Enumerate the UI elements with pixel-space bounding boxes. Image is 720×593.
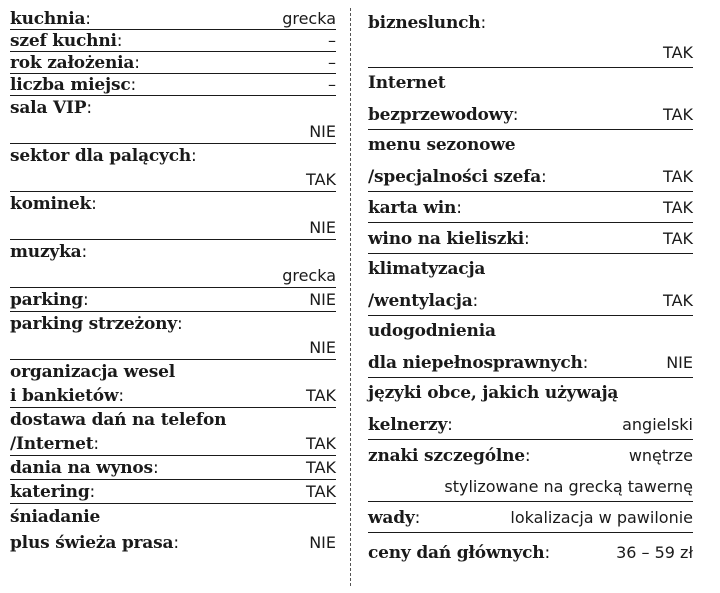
field-label <box>10 74 136 96</box>
field-value: TAK <box>306 434 336 453</box>
field-colon: : <box>544 543 550 563</box>
field-label-text: kuchnia <box>10 9 86 29</box>
field-label <box>368 286 478 317</box>
field-label <box>368 193 462 224</box>
field-colon: : <box>134 53 140 73</box>
field-value: stylizowane na grecką tawernę <box>444 477 693 496</box>
field-value-line <box>10 120 336 144</box>
field-label <box>368 162 547 193</box>
field-line <box>368 378 693 409</box>
field-value: NIE <box>309 533 336 552</box>
field-label <box>10 504 100 530</box>
field-value: grecka <box>282 266 336 285</box>
field-value-line <box>368 471 693 502</box>
field-label-text: szef kuchni <box>10 31 117 51</box>
field-colon: : <box>93 434 99 454</box>
field-label-text: znaki szczególne <box>368 446 525 466</box>
field-value: TAK <box>663 167 693 186</box>
field-line <box>10 480 336 504</box>
info-row-wady <box>368 502 693 533</box>
left-column <box>10 8 336 556</box>
field-colon: : <box>414 508 421 528</box>
field-line <box>10 74 336 96</box>
field-colon: : <box>512 105 519 125</box>
field-label-text: /wentylacja <box>368 291 473 311</box>
field-value: angielski <box>622 415 693 434</box>
field-colon: : <box>152 458 159 478</box>
field-label-text: menu sezonowe <box>368 135 516 155</box>
field-label <box>10 384 124 408</box>
field-value: – <box>328 31 336 50</box>
field-line <box>368 533 693 573</box>
field-label <box>10 8 91 30</box>
field-line <box>10 96 336 120</box>
info-row-parking <box>10 288 336 312</box>
field-line <box>368 440 693 471</box>
field-line <box>368 347 693 378</box>
field-line <box>10 312 336 336</box>
field-line <box>368 99 693 130</box>
field-value: wnętrze <box>628 446 693 465</box>
field-label-text: plus świeża prasa <box>10 533 174 553</box>
info-row-sniadanie <box>10 504 336 556</box>
field-line <box>10 240 336 264</box>
field-value: 36 – 59 zł <box>616 543 693 562</box>
field-label <box>368 410 453 441</box>
info-row-sektor-dla-palacych <box>10 144 336 192</box>
field-value: TAK <box>663 229 693 248</box>
info-row-wino-na-kieliszki <box>368 223 693 254</box>
field-colon: : <box>118 386 124 406</box>
field-label <box>10 312 182 336</box>
field-label <box>10 480 95 504</box>
info-row-klimatyzacja <box>368 254 693 316</box>
info-row-muzyka <box>10 240 336 288</box>
field-label-text: sektor dla palących <box>10 146 192 166</box>
field-label <box>368 348 588 379</box>
info-row-szef-kuchni <box>10 30 336 52</box>
info-row-liczba-miejsc <box>10 74 336 96</box>
field-colon: : <box>82 290 89 310</box>
field-label-text: parking strzeżony <box>10 314 177 334</box>
field-line <box>10 384 336 408</box>
field-label-text: karta win <box>368 198 457 218</box>
field-label <box>368 378 618 409</box>
field-label <box>10 192 97 216</box>
field-line <box>368 409 693 440</box>
field-colon: : <box>480 13 486 33</box>
field-value-line <box>10 168 336 192</box>
field-label-text: kelnerzy <box>368 415 448 435</box>
info-row-kuchnia <box>10 8 336 30</box>
field-value: grecka <box>282 9 336 28</box>
field-label-text: dla niepełnosprawnych <box>368 353 583 373</box>
field-line <box>368 316 693 347</box>
field-value: TAK <box>306 386 336 405</box>
field-label <box>10 408 226 432</box>
field-label-text: /specjalności szefa <box>368 167 542 187</box>
field-value: NIE <box>309 338 336 357</box>
field-label-text: kominek <box>10 194 92 214</box>
field-label-text: wady <box>368 508 415 528</box>
field-line <box>10 456 336 480</box>
field-label-text: bizneslunch <box>368 13 481 33</box>
field-colon: : <box>447 415 453 435</box>
field-label <box>10 432 99 456</box>
field-colon: : <box>524 446 531 466</box>
field-label <box>368 316 496 347</box>
info-row-menu-sezonowe <box>368 130 693 192</box>
field-line <box>10 52 336 74</box>
field-label <box>368 224 530 255</box>
field-line <box>10 432 336 456</box>
field-colon: : <box>582 353 589 373</box>
field-label-text: rok założenia <box>10 53 135 73</box>
field-label <box>368 68 445 99</box>
field-line <box>368 285 693 316</box>
field-value: TAK <box>306 170 336 189</box>
field-line <box>10 30 336 52</box>
field-label-text: śniadanie <box>10 507 101 527</box>
field-value: TAK <box>663 105 693 124</box>
field-line <box>10 288 336 312</box>
field-value: NIE <box>666 353 693 372</box>
field-label <box>368 100 518 131</box>
field-label <box>10 456 158 480</box>
field-value-line <box>10 216 336 240</box>
field-label <box>10 144 197 168</box>
field-value: – <box>328 75 336 94</box>
field-colon: : <box>86 98 92 118</box>
field-value-line <box>10 336 336 360</box>
field-line <box>368 223 693 254</box>
field-label-text: bezprzewodowy <box>368 105 513 125</box>
field-label <box>10 530 179 556</box>
right-column <box>368 8 693 573</box>
field-colon: : <box>191 146 197 166</box>
field-label-text: liczba miejsc <box>10 75 131 95</box>
field-value-line <box>10 264 336 288</box>
field-value: lokalizacja w pawilonie <box>510 508 693 527</box>
field-line <box>10 8 336 30</box>
field-value: TAK <box>663 291 693 310</box>
field-label-text: ceny dań głównych <box>368 543 545 563</box>
field-colon: : <box>116 31 123 51</box>
field-label-text: klimatyzacja <box>368 259 486 279</box>
info-row-organizacja-wesel <box>10 360 336 408</box>
field-line <box>368 502 693 533</box>
field-line <box>10 360 336 384</box>
info-row-dostawa-dan-na-telefon <box>10 408 336 456</box>
field-value: TAK <box>663 198 693 217</box>
field-colon: : <box>456 198 462 218</box>
field-value: TAK <box>306 458 336 477</box>
field-label <box>10 360 175 384</box>
field-label-text: organizacja wesel <box>10 362 176 382</box>
info-row-ceny-dan-glownych <box>368 533 693 573</box>
field-label <box>368 441 530 472</box>
info-row-kominek <box>10 192 336 240</box>
field-colon: : <box>130 75 137 95</box>
field-line <box>10 408 336 432</box>
field-line <box>368 161 693 192</box>
field-value: NIE <box>309 290 336 309</box>
field-colon: : <box>541 167 547 187</box>
info-row-sala-vip <box>10 96 336 144</box>
field-colon: : <box>91 194 97 214</box>
info-row-udogodnienia <box>368 316 693 378</box>
field-value: TAK <box>663 43 693 62</box>
field-value: – <box>328 53 336 72</box>
field-line <box>10 192 336 216</box>
info-row-znaki-szczegolne <box>368 440 693 502</box>
field-line <box>368 8 693 38</box>
field-colon: : <box>85 9 91 29</box>
info-row-dania-na-wynos <box>10 456 336 480</box>
field-label-text: udogodnienia <box>368 321 496 341</box>
info-row-katering <box>10 480 336 504</box>
field-colon: : <box>524 229 530 249</box>
field-label <box>368 130 515 161</box>
field-label <box>368 503 420 534</box>
field-label-text: dostawa dań na telefon <box>10 410 227 430</box>
field-colon: : <box>472 291 479 311</box>
field-label <box>368 254 485 285</box>
field-line <box>368 68 693 99</box>
info-row-jezyki-obce-jakich-uzywaja <box>368 378 693 440</box>
column-divider <box>350 8 351 586</box>
field-colon: : <box>173 533 179 553</box>
info-row-bizneslunch <box>368 8 693 68</box>
field-label-text: /Internet <box>10 434 94 454</box>
field-label <box>10 96 92 120</box>
field-label <box>10 30 122 52</box>
field-label-text: języki obce, jakich używają <box>368 383 619 403</box>
field-line <box>10 504 336 530</box>
field-label-text: muzyka <box>10 242 82 262</box>
field-line <box>368 192 693 223</box>
field-label-text: parking <box>10 290 83 310</box>
field-line <box>368 130 693 161</box>
field-colon: : <box>176 314 183 334</box>
field-value: NIE <box>309 218 336 237</box>
field-label-text: i bankietów <box>10 386 119 406</box>
info-row-rok-zalozenia <box>10 52 336 74</box>
field-label-text: sala VIP <box>10 98 87 118</box>
field-label-text: Internet <box>368 73 446 93</box>
field-line <box>10 530 336 556</box>
field-value-line <box>368 38 693 68</box>
field-label <box>10 240 87 264</box>
field-colon: : <box>81 242 88 262</box>
field-line <box>368 254 693 285</box>
info-row-internet <box>368 68 693 130</box>
field-value: NIE <box>309 122 336 141</box>
field-label-text: dania na wynos <box>10 458 153 478</box>
field-label <box>368 8 486 38</box>
field-label-text: wino na kieliszki <box>368 229 525 249</box>
field-label <box>10 288 88 312</box>
field-label-text: katering <box>10 482 90 502</box>
field-value: TAK <box>306 482 336 501</box>
info-row-parking-strzezony <box>10 312 336 360</box>
field-label <box>10 52 140 74</box>
info-row-karta-win <box>368 192 693 223</box>
field-label <box>368 533 550 573</box>
field-colon: : <box>89 482 96 502</box>
field-line <box>10 144 336 168</box>
